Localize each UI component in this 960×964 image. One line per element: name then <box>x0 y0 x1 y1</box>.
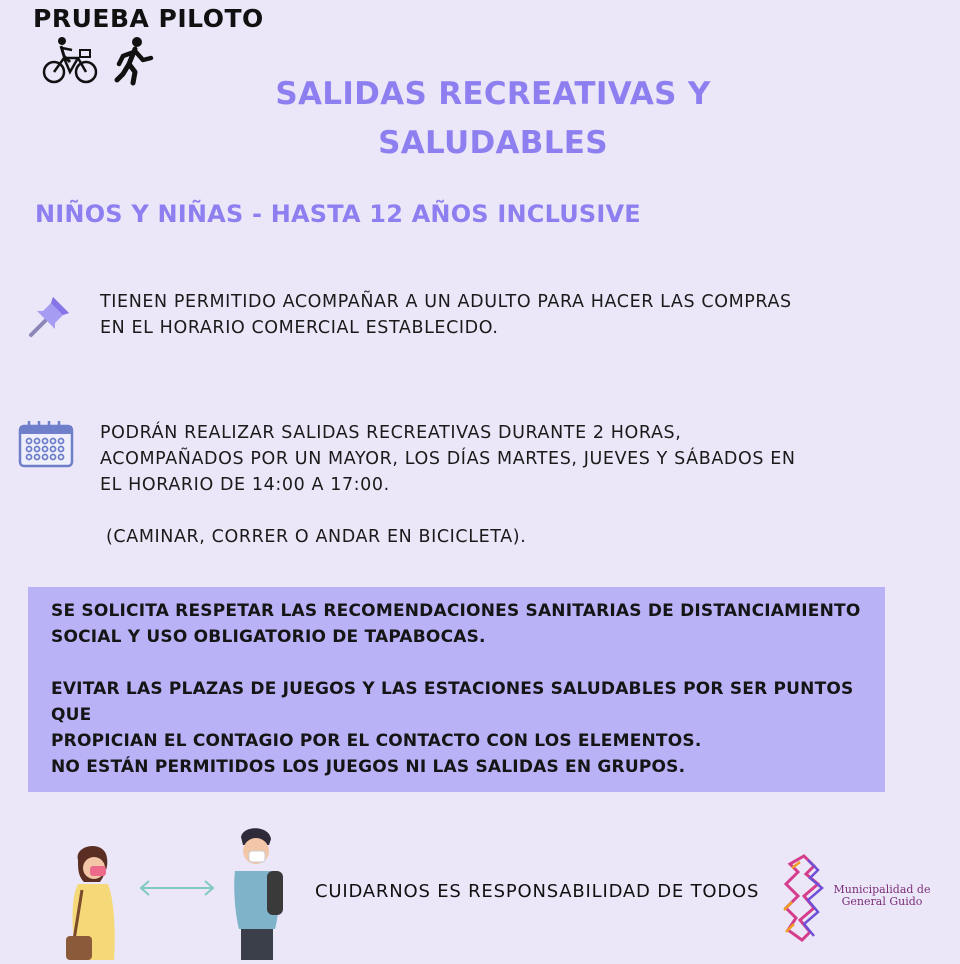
notice-p2-line-2: PROPICIAN EL CONTAGIO POR EL CONTACTO CON LOS ELEMENTOS. <box>51 731 702 751</box>
notice-paragraph-1 <box>51 598 871 650</box>
notice-paragraph-2 <box>51 676 871 754</box>
footer-slogan: CUIDARNOS ES RESPONSABILIDAD DE TODOS <box>315 881 760 902</box>
municipality-name <box>830 884 934 908</box>
subtitle: NIÑOS Y NIÑAS - HASTA 12 AÑOS INCLUSIVE <box>35 200 641 228</box>
municipality-name-line-2: General Guido <box>841 895 923 908</box>
notice-paragraph-3: NO ESTÁN PERMITIDOS LOS JUEGOS NI LAS SALIDAS EN GRUPOS. <box>51 757 686 777</box>
item-1-text <box>100 289 860 341</box>
notice-p2-line-1: EVITAR LAS PLAZAS DE JUEGOS Y LAS ESTACIONES SALUDABLES POR SER PUNTOS QUE <box>51 679 854 725</box>
notice-box <box>28 587 885 792</box>
bicycle-icon <box>42 36 98 90</box>
item-2-text <box>100 420 860 498</box>
item-2-line-2: ACOMPAÑADOS POR UN MAYOR, LOS DÍAS MARTES, JUEVES Y SÁBADOS EN <box>100 449 796 469</box>
pushpin-icon <box>27 291 75 343</box>
municipality-name-line-1: Municipalidad de <box>833 883 931 896</box>
activities-note: (CAMINAR, CORRER O ANDAR EN BICICLETA). <box>106 527 527 547</box>
man-with-mask-illustration <box>225 825 300 964</box>
notice-p1-line-2: SOCIAL Y USO OBLIGATORIO DE TAPABOCAS. <box>51 627 486 647</box>
page-title-line-1: SALIDAS RECREATIVAS Y <box>275 76 711 112</box>
walking-person-icon <box>113 36 155 90</box>
item-2-line-1: PODRÁN REALIZAR SALIDAS RECREATIVAS DURANTE 2 HORAS, <box>100 423 682 443</box>
item-2-line-3: EL HORARIO DE 14:00 A 17:00. <box>100 475 390 495</box>
woman-with-mask-illustration <box>60 840 140 964</box>
item-1-line-1: TIENEN PERMITIDO ACOMPAÑAR A UN ADULTO PARA HACER LAS COMPRAS <box>100 292 792 312</box>
distance-arrow-icon <box>137 878 217 902</box>
pilot-label: PRUEBA PILOTO <box>33 4 264 33</box>
page-title-line-2: SALUDABLES <box>378 125 608 161</box>
calendar-icon <box>17 420 75 474</box>
item-1-line-2: EN EL HORARIO COMERCIAL ESTABLECIDO. <box>100 318 499 338</box>
notice-p1-line-1: SE SOLICITA RESPETAR LAS RECOMENDACIONES SANITARIAS DE DISTANCIAMIENTO <box>51 601 861 621</box>
